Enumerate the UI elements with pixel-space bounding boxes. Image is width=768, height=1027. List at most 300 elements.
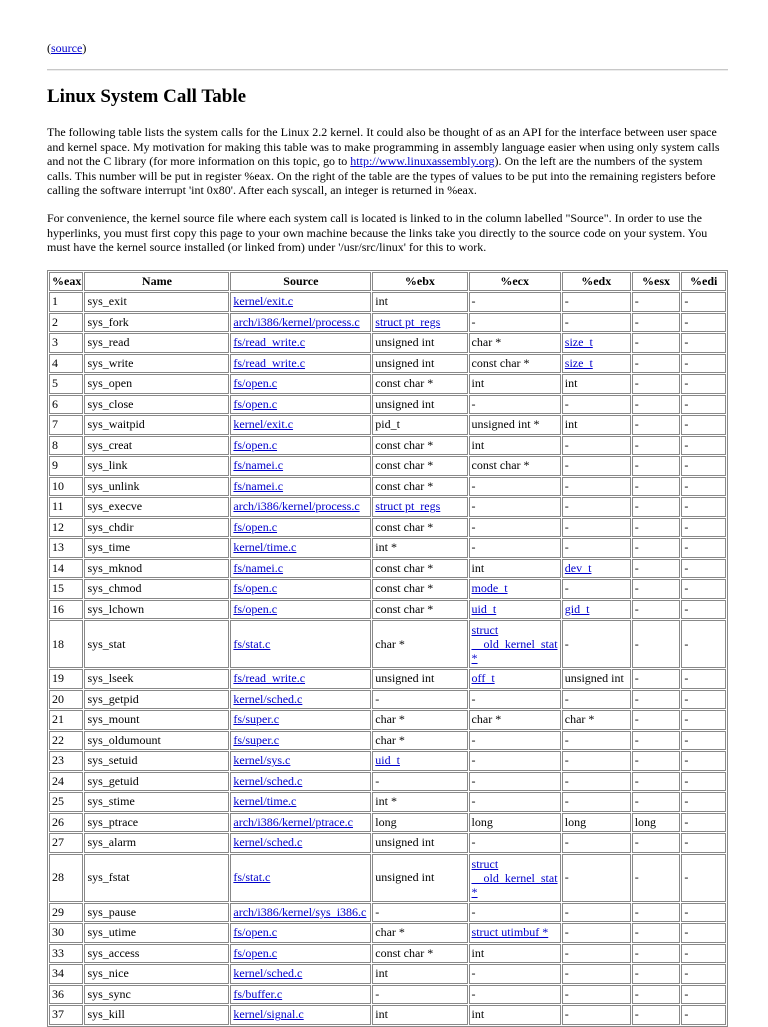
cell-esx: -: [632, 731, 681, 751]
cell-edx: -: [562, 903, 631, 923]
cell-name: sys_exit: [84, 292, 229, 312]
source-file-link[interactable]: arch/i386/kernel/process.c: [233, 499, 360, 514]
cell-name: sys_pause: [84, 903, 229, 923]
table-row: [49, 833, 726, 853]
cell-eax: 13: [49, 538, 83, 558]
cell-ebx: [372, 497, 467, 517]
cell-ebx: int: [372, 964, 467, 984]
cell-name: sys_chdir: [84, 518, 229, 538]
cell-esx: -: [632, 1005, 681, 1025]
table-row: [49, 579, 726, 599]
cell-name: sys_kill: [84, 1005, 229, 1025]
cell-esx: -: [632, 792, 681, 812]
table-row: [49, 456, 726, 476]
cell-ecx: [469, 579, 561, 599]
cell-esx: -: [632, 538, 681, 558]
cell-edi: -: [681, 600, 726, 620]
cell-edx: -: [562, 833, 631, 853]
type-link[interactable]: dev_t: [564, 560, 592, 575]
cell-ecx: [469, 854, 561, 902]
cell-edx: -: [562, 313, 631, 333]
cell-name: sys_mount: [84, 710, 229, 730]
cell-ecx: [469, 669, 561, 689]
cell-source: [230, 964, 371, 984]
cell-ecx: int: [469, 944, 561, 964]
cell-edx: -: [562, 497, 631, 517]
source-file-link[interactable]: fs/open.c: [233, 437, 278, 452]
cell-eax: 34: [49, 964, 83, 984]
close-paren: ): [82, 41, 87, 55]
source-file-link[interactable]: kernel/sched.c: [233, 835, 303, 850]
cell-edx: -: [562, 944, 631, 964]
cell-esx: -: [632, 620, 681, 668]
table-row: [49, 395, 726, 415]
cell-ecx: -: [469, 772, 561, 792]
cell-source: [230, 813, 371, 833]
cell-edx: -: [562, 1005, 631, 1025]
cell-name: sys_sync: [84, 985, 229, 1005]
cell-ebx: unsigned int: [372, 669, 467, 689]
cell-edi: -: [681, 669, 726, 689]
type-link[interactable]: struct __old_kernel_stat *: [471, 623, 558, 665]
source-file-link[interactable]: kernel/time.c: [233, 794, 297, 809]
cell-ecx: unsigned int *: [469, 415, 561, 435]
table-body: [49, 292, 726, 1025]
cell-esx: -: [632, 518, 681, 538]
source-file-link[interactable]: kernel/sched.c: [233, 773, 303, 788]
cell-esx: -: [632, 944, 681, 964]
cell-eax: 5: [49, 374, 83, 394]
cell-source: [230, 579, 371, 599]
cell-ebx: long: [372, 813, 467, 833]
cell-edx: -: [562, 477, 631, 497]
open-paren: (: [47, 41, 51, 55]
cell-name: sys_mknod: [84, 559, 229, 579]
type-link[interactable]: size_t: [564, 335, 593, 350]
cell-name: sys_unlink: [84, 477, 229, 497]
cell-name: sys_utime: [84, 923, 229, 943]
cell-source: [230, 923, 371, 943]
intro-text-a: The following table lists the system calls for the Linux 2.2 kernel. It could also be thought of as an API for the interface between user space and kernel space. My motivation for making this table was to make programming in assembly language easier when using only system calls and not the C library (for more information on this topic, go to: [47, 125, 720, 168]
cell-ecx: -: [469, 903, 561, 923]
table-row: [49, 751, 726, 771]
header-source: Source: [230, 272, 371, 291]
cell-source: [230, 833, 371, 853]
cell-ecx: const char *: [469, 354, 561, 374]
cell-esx: -: [632, 669, 681, 689]
cell-ecx: -: [469, 833, 561, 853]
cell-name: sys_chmod: [84, 579, 229, 599]
cell-ecx: [469, 600, 561, 620]
cell-edx: -: [562, 620, 631, 668]
cell-source: [230, 620, 371, 668]
source-file-link[interactable]: fs/stat.c: [233, 636, 271, 651]
cell-source: [230, 731, 371, 751]
type-link[interactable]: off_t: [471, 671, 495, 686]
cell-edx: [562, 600, 631, 620]
cell-edi: -: [681, 903, 726, 923]
source-file-link[interactable]: fs/open.c: [233, 945, 278, 960]
source-file-link[interactable]: fs/open.c: [233, 396, 278, 411]
source-file-link[interactable]: kernel/sched.c: [233, 966, 303, 981]
cell-eax: 24: [49, 772, 83, 792]
linuxassembly-link[interactable]: http://www.linuxassembly.org: [350, 154, 495, 168]
cell-source: [230, 1005, 371, 1025]
table-row: [49, 813, 726, 833]
cell-source: [230, 710, 371, 730]
cell-name: sys_time: [84, 538, 229, 558]
cell-eax: 27: [49, 833, 83, 853]
cell-esx: -: [632, 690, 681, 710]
cell-eax: 30: [49, 923, 83, 943]
cell-source: [230, 518, 371, 538]
cell-eax: 11: [49, 497, 83, 517]
source-file-link[interactable]: fs/namei.c: [233, 458, 284, 473]
cell-esx: -: [632, 415, 681, 435]
cell-ebx: [372, 313, 467, 333]
cell-edi: -: [681, 813, 726, 833]
table-row: [49, 690, 726, 710]
cell-ebx: -: [372, 903, 467, 923]
cell-name: sys_fstat: [84, 854, 229, 902]
cell-eax: 7: [49, 415, 83, 435]
cell-name: sys_getpid: [84, 690, 229, 710]
header-name: Name: [84, 272, 229, 291]
cell-edx: -: [562, 731, 631, 751]
cell-ebx: const char *: [372, 559, 467, 579]
source-file-link[interactable]: fs/read_write.c: [233, 335, 306, 350]
cell-edx: -: [562, 518, 631, 538]
header-eax: %eax: [49, 272, 83, 291]
cell-ebx: char *: [372, 731, 467, 751]
cell-edi: -: [681, 751, 726, 771]
intro-paragraph-1: [47, 125, 727, 198]
cell-ebx: int *: [372, 538, 467, 558]
cell-eax: 3: [49, 333, 83, 353]
cell-ecx: -: [469, 792, 561, 812]
cell-esx: -: [632, 374, 681, 394]
cell-edx: -: [562, 854, 631, 902]
cell-name: sys_fork: [84, 313, 229, 333]
cell-esx: -: [632, 497, 681, 517]
cell-esx: -: [632, 395, 681, 415]
cell-edi: -: [681, 579, 726, 599]
cell-ebx: unsigned int: [372, 333, 467, 353]
cell-ebx: -: [372, 690, 467, 710]
cell-esx: -: [632, 579, 681, 599]
table-row: [49, 710, 726, 730]
cell-edx: -: [562, 792, 631, 812]
source-file-link[interactable]: fs/open.c: [233, 601, 278, 616]
cell-eax: 21: [49, 710, 83, 730]
cell-eax: 6: [49, 395, 83, 415]
source-file-link[interactable]: arch/i386/kernel/ptrace.c: [233, 814, 353, 829]
cell-name: sys_link: [84, 456, 229, 476]
cell-eax: 18: [49, 620, 83, 668]
type-link[interactable]: size_t: [564, 355, 593, 370]
cell-source: [230, 690, 371, 710]
cell-edi: -: [681, 415, 726, 435]
cell-esx: -: [632, 456, 681, 476]
type-link[interactable]: struct __old_kernel_stat *: [471, 856, 558, 899]
cell-edi: -: [681, 456, 726, 476]
cell-ebx: const char *: [372, 518, 467, 538]
cell-ebx: int: [372, 292, 467, 312]
cell-edx: -: [562, 772, 631, 792]
cell-esx: -: [632, 354, 681, 374]
table-row: [49, 292, 726, 312]
cell-edi: -: [681, 354, 726, 374]
cell-ecx: -: [469, 395, 561, 415]
cell-name: sys_close: [84, 395, 229, 415]
source-file-link[interactable]: fs/namei.c: [233, 560, 284, 575]
cell-ecx: int: [469, 1005, 561, 1025]
cell-ebx: const char *: [372, 436, 467, 456]
source-file-link[interactable]: fs/stat.c: [233, 870, 271, 884]
cell-ecx: char *: [469, 333, 561, 353]
cell-eax: 28: [49, 854, 83, 902]
cell-esx: -: [632, 833, 681, 853]
type-link[interactable]: struct utimbuf *: [471, 925, 549, 940]
cell-ecx: -: [469, 751, 561, 771]
table-row: [49, 538, 726, 558]
cell-edi: -: [681, 395, 726, 415]
cell-source: [230, 985, 371, 1005]
cell-edi: -: [681, 985, 726, 1005]
cell-source: [230, 772, 371, 792]
cell-ecx: int: [469, 559, 561, 579]
source-file-link[interactable]: fs/open.c: [233, 581, 278, 596]
cell-name: sys_getuid: [84, 772, 229, 792]
cell-source: [230, 374, 371, 394]
cell-edi: -: [681, 1005, 726, 1025]
cell-ebx: unsigned int: [372, 833, 467, 853]
cell-eax: 16: [49, 600, 83, 620]
cell-eax: 37: [49, 1005, 83, 1025]
cell-edx: int: [562, 415, 631, 435]
intro-paragraph-2: For convenience, the kernel source file where each system call is located is linked to in the column labelled "Source". In order to use the hyperlinks, you must first copy this page to your own machine because the links take you directly to the source code on your system. You must have the kernel source installed (or linked from) under '/usr/src/linux' for this to work.: [47, 211, 708, 254]
cell-ecx: char *: [469, 710, 561, 730]
cell-name: sys_execve: [84, 497, 229, 517]
table-row: [49, 944, 726, 964]
cell-edi: -: [681, 854, 726, 902]
type-link[interactable]: struct pt_regs: [375, 499, 441, 514]
cell-edi: -: [681, 944, 726, 964]
cell-ebx: -: [372, 985, 467, 1005]
table-row: [49, 313, 726, 333]
cell-ebx: const char *: [372, 579, 467, 599]
table-row: [49, 792, 726, 812]
cell-esx: -: [632, 772, 681, 792]
cell-name: sys_oldumount: [84, 731, 229, 751]
cell-name: sys_lchown: [84, 600, 229, 620]
cell-esx: -: [632, 710, 681, 730]
cell-ebx: const char *: [372, 600, 467, 620]
table-row: [49, 731, 726, 751]
cell-ecx: int: [469, 374, 561, 394]
cell-ebx: unsigned int: [372, 395, 467, 415]
cell-edi: -: [681, 833, 726, 853]
source-file-link[interactable]: arch/i386/kernel/process.c: [233, 314, 360, 329]
cell-source: [230, 456, 371, 476]
cell-edx: [562, 559, 631, 579]
cell-source: [230, 395, 371, 415]
cell-name: sys_stime: [84, 792, 229, 812]
type-link[interactable]: struct pt_regs: [375, 314, 441, 329]
cell-ecx: -: [469, 690, 561, 710]
source-link[interactable]: source: [51, 41, 83, 55]
table-row: [49, 772, 726, 792]
cell-source: [230, 292, 371, 312]
cell-ebx: char *: [372, 923, 467, 943]
cell-ecx: [469, 923, 561, 943]
cell-name: sys_lseek: [84, 669, 229, 689]
cell-edi: -: [681, 620, 726, 668]
cell-edx: [562, 354, 631, 374]
cell-eax: 25: [49, 792, 83, 812]
source-file-link[interactable]: fs/namei.c: [233, 478, 284, 493]
cell-source: [230, 415, 371, 435]
cell-edi: -: [681, 497, 726, 517]
source-file-link[interactable]: fs/read_write.c: [233, 671, 306, 686]
cell-ebx: const char *: [372, 944, 467, 964]
cell-ebx: -: [372, 772, 467, 792]
source-file-link[interactable]: arch/i386/kernel/sys_i386.c: [233, 904, 367, 919]
cell-eax: 36: [49, 985, 83, 1005]
cell-ebx: int: [372, 1005, 467, 1025]
cell-name: sys_ptrace: [84, 813, 229, 833]
header-esx: %esx: [632, 272, 681, 291]
cell-esx: -: [632, 985, 681, 1005]
table-row: [49, 620, 726, 668]
cell-edi: -: [681, 710, 726, 730]
source-file-link[interactable]: kernel/sched.c: [233, 691, 303, 706]
cell-ecx: -: [469, 985, 561, 1005]
cell-edi: -: [681, 374, 726, 394]
cell-esx: -: [632, 964, 681, 984]
cell-eax: 26: [49, 813, 83, 833]
table-row: [49, 333, 726, 353]
cell-edi: -: [681, 518, 726, 538]
source-file-link[interactable]: fs/open.c: [233, 376, 278, 391]
cell-ebx: char *: [372, 710, 467, 730]
cell-ebx: char *: [372, 620, 467, 668]
cell-edi: -: [681, 731, 726, 751]
cell-ecx: const char *: [469, 456, 561, 476]
table-row: [49, 559, 726, 579]
cell-source: [230, 792, 371, 812]
cell-ecx: -: [469, 477, 561, 497]
cell-source: [230, 538, 371, 558]
cell-edi: -: [681, 559, 726, 579]
table-row: [49, 964, 726, 984]
cell-edi: -: [681, 477, 726, 497]
source-file-link[interactable]: fs/super.c: [233, 732, 280, 747]
source-file-link[interactable]: fs/read_write.c: [233, 355, 306, 370]
cell-ebx: const char *: [372, 477, 467, 497]
type-link[interactable]: uid_t: [375, 753, 400, 768]
cell-edx: -: [562, 690, 631, 710]
header-edx: %edx: [562, 272, 631, 291]
cell-eax: 33: [49, 944, 83, 964]
cell-source: [230, 559, 371, 579]
source-file-link[interactable]: fs/buffer.c: [233, 986, 283, 1001]
cell-esx: -: [632, 292, 681, 312]
cell-edx: unsigned int: [562, 669, 631, 689]
cell-edi: -: [681, 313, 726, 333]
table-row: [49, 518, 726, 538]
cell-source: [230, 944, 371, 964]
source-file-link[interactable]: kernel/exit.c: [233, 417, 294, 432]
cell-edx: -: [562, 292, 631, 312]
source-file-link[interactable]: kernel/sys.c: [233, 753, 291, 768]
header-edi: %edi: [681, 272, 726, 291]
cell-source: [230, 436, 371, 456]
cell-edx: int: [562, 374, 631, 394]
intro-text-b: ). On the left are the numbers of the system calls. This number will be put in register %eax. On the right of the table are the types of values to be put into the remaining registers before calling the software interrupt 'int 0x80'. After each syscall, an integer is returned in %eax.: [47, 154, 716, 197]
cell-edi: -: [681, 538, 726, 558]
cell-edx: [562, 333, 631, 353]
cell-edx: -: [562, 964, 631, 984]
cell-edi: -: [681, 690, 726, 710]
table-row: [49, 497, 726, 517]
source-file-link[interactable]: kernel/exit.c: [233, 294, 294, 309]
cell-edx: long: [562, 813, 631, 833]
cell-source: [230, 354, 371, 374]
cell-eax: 20: [49, 690, 83, 710]
cell-eax: 22: [49, 731, 83, 751]
cell-edx: char *: [562, 710, 631, 730]
cell-ebx: const char *: [372, 374, 467, 394]
source-file-link[interactable]: kernel/time.c: [233, 540, 297, 555]
type-link[interactable]: uid_t: [471, 601, 497, 616]
cell-edi: -: [681, 964, 726, 984]
table-row: [49, 903, 726, 923]
cell-edi: -: [681, 436, 726, 456]
cell-source: [230, 477, 371, 497]
source-file-link[interactable]: fs/super.c: [233, 712, 280, 727]
cell-esx: -: [632, 751, 681, 771]
cell-edx: -: [562, 436, 631, 456]
cell-ebx: int *: [372, 792, 467, 812]
cell-eax: 14: [49, 559, 83, 579]
cell-eax: 15: [49, 579, 83, 599]
cell-esx: -: [632, 903, 681, 923]
type-link[interactable]: mode_t: [471, 581, 508, 596]
source-file-link[interactable]: fs/open.c: [233, 925, 278, 940]
syscall-table: [47, 270, 728, 1027]
cell-ebx: [372, 751, 467, 771]
cell-source: [230, 333, 371, 353]
cell-eax: 9: [49, 456, 83, 476]
cell-eax: 8: [49, 436, 83, 456]
cell-ecx: -: [469, 731, 561, 751]
cell-esx: -: [632, 477, 681, 497]
cell-eax: 4: [49, 354, 83, 374]
type-link[interactable]: gid_t: [564, 601, 590, 616]
cell-esx: -: [632, 923, 681, 943]
table-header-row: [49, 272, 726, 291]
cell-name: sys_read: [84, 333, 229, 353]
cell-edx: -: [562, 395, 631, 415]
cell-ecx: -: [469, 497, 561, 517]
table-row: [49, 436, 726, 456]
source-file-link[interactable]: fs/open.c: [233, 519, 278, 534]
cell-edi: -: [681, 792, 726, 812]
cell-name: sys_nice: [84, 964, 229, 984]
source-file-link[interactable]: kernel/signal.c: [233, 1007, 304, 1022]
cell-ecx: -: [469, 964, 561, 984]
